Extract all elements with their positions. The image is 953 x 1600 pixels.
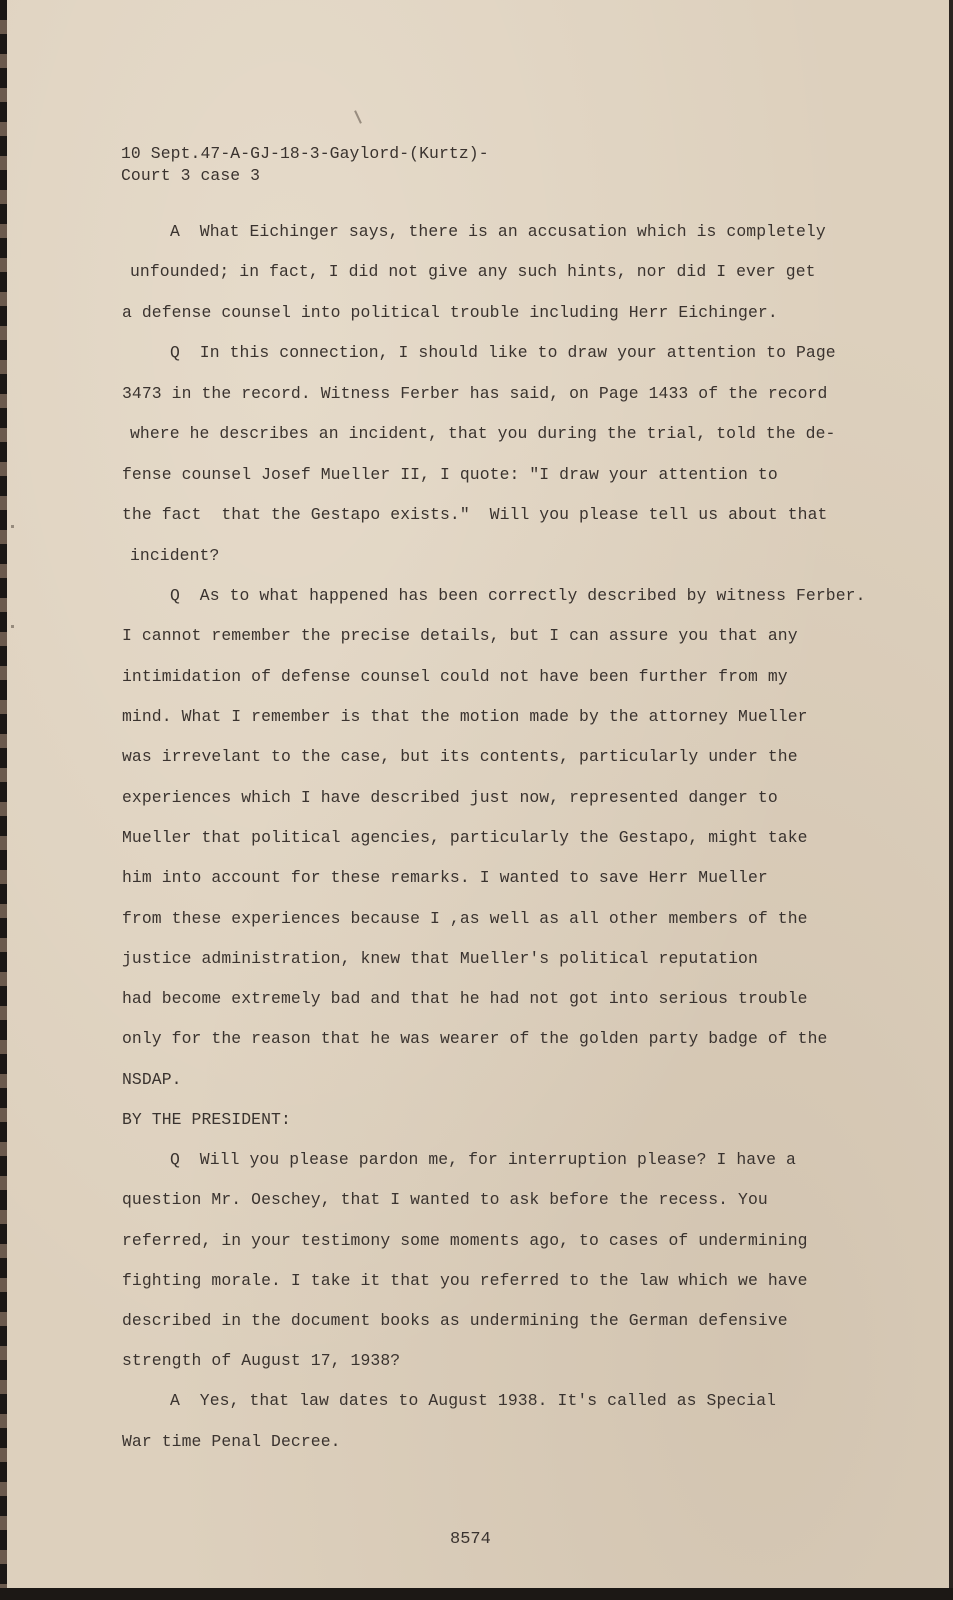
transcript-header [121,143,489,187]
body-line: I cannot remember the precise details, but I can assure you that any [122,626,798,645]
body-line: War time Penal Decree. [122,1432,341,1451]
body-line: from these experiences because I ,as well as all other members of the [122,909,808,928]
body-line: only for the reason that he was wearer of the golden party badge of the [122,1029,828,1048]
body-line: intimidation of defense counsel could not have been further from my [122,667,788,686]
binding-edge [0,0,7,1600]
body-line: unfounded; in fact, I did not give any such hints, nor did I ever get [130,262,816,281]
body-line: A Yes, that law dates to August 1938. It's called as Special [170,1391,777,1410]
header-line-2: Court 3 case 3 [121,166,261,185]
body-line: had become extremely bad and that he had not got into serious trouble [122,989,808,1008]
body-line: A What Eichinger says, there is an accusation which is completely [170,222,826,241]
paper-mark [11,625,14,628]
body-line: 3473 in the record. Witness Ferber has said, on Page 1433 of the record [122,384,828,403]
body-line: where he describes an incident, that you during the trial, told the de- [130,424,836,443]
body-line: NSDAP. [122,1070,182,1089]
body-line: described in the document books as undermining the German defensive [122,1311,788,1330]
body-line: Q As to what happened has been correctly described by witness Ferber. [170,586,866,605]
body-line: experiences which I have described just now, represented danger to [122,788,778,807]
body-line: mind. What I remember is that the motion made by the attorney Mueller [122,707,808,726]
paper-mark [354,110,362,124]
paper-mark [11,525,14,528]
body-line: Q In this connection, I should like to draw your attention to Page [170,343,836,362]
body-line: incident? [130,546,220,565]
body-line: referred, in your testimony some moments ago, to cases of undermining [122,1231,808,1250]
body-line: a defense counsel into political trouble including Herr Eichinger. [122,303,778,322]
speaker-heading: BY THE PRESIDENT: [122,1110,291,1129]
body-line: strength of August 17, 1938? [122,1351,401,1370]
body-line: Mueller that political agencies, particularly the Gestapo, might take [122,828,808,847]
body-line: was irrevelant to the case, but its contents, particularly under the [122,747,798,766]
header-line-1: 10 Sept.47-A-GJ-18-3-Gaylord-(Kurtz)- [121,144,489,163]
body-line: fighting morale. I take it that you referred to the law which we have [122,1271,808,1290]
body-line: Q Will you please pardon me, for interruption please? I have a [170,1150,796,1169]
page-number: 8574 [450,1530,491,1549]
body-line: justice administration, knew that Mueller's political reputation [122,949,758,968]
body-line: the fact that the Gestapo exists." Will you please tell us about that [122,505,828,524]
page-bottom-edge [0,1588,953,1600]
body-line: question Mr. Oeschey, that I wanted to ask before the recess. You [122,1190,768,1209]
body-line: him into account for these remarks. I wanted to save Herr Mueller [122,868,768,887]
page-right-edge [949,0,953,1600]
body-line: fense counsel Josef Mueller II, I quote: "I draw your attention to [122,465,778,484]
